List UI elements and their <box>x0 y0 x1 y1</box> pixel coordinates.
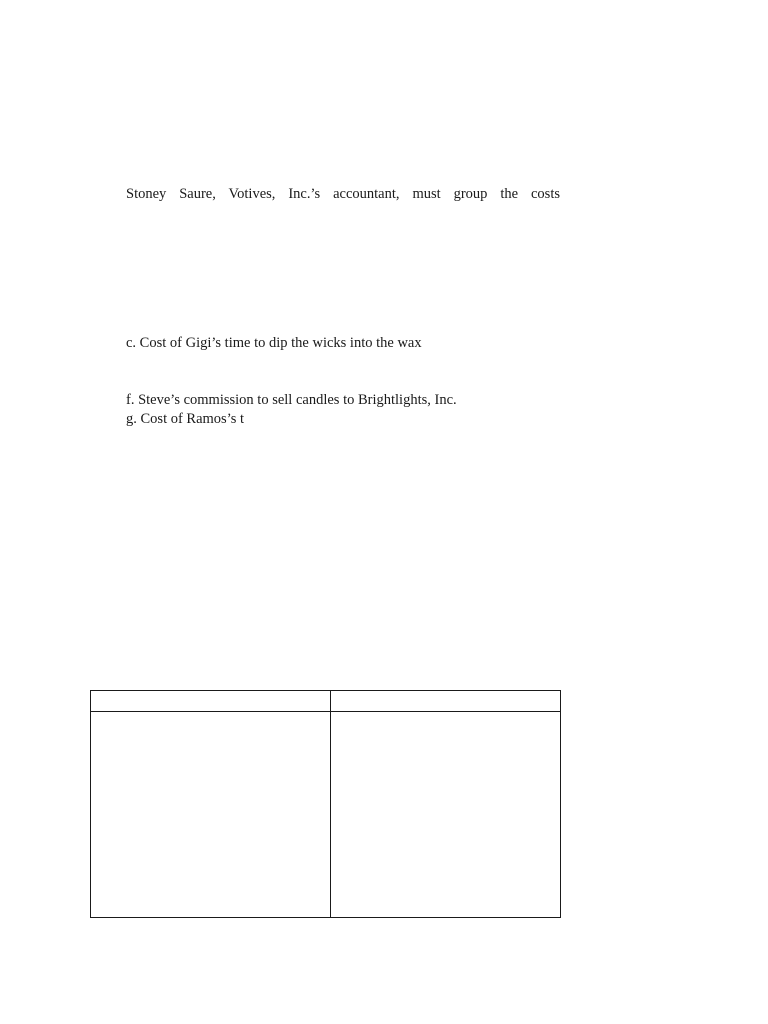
list-item-f: f. Steve’s commission to sell candles to Brightlights, Inc. <box>126 392 457 408</box>
cost-classification-table <box>90 690 561 918</box>
table-body-cell-2 <box>331 712 560 917</box>
list-item-c: c. Cost of Gigi’s time to dip the wicks into the wax <box>126 335 422 351</box>
table-header-cell-1 <box>91 691 330 711</box>
table-body-cell-1 <box>91 712 330 917</box>
table-header-cell-2 <box>331 691 560 711</box>
list-item-g: g. Cost of Ramos’s t <box>126 411 245 427</box>
intro-paragraph: Stoney Saure, Votives, Inc.’s accountant, must group the costs <box>126 186 560 202</box>
